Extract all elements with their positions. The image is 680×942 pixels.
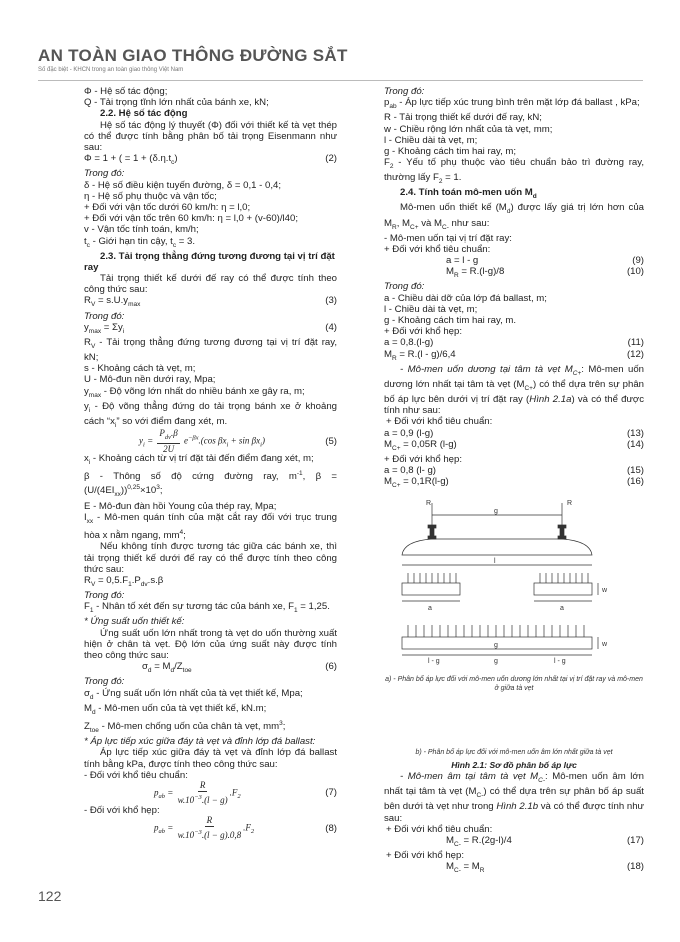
where-label: Trong đó: bbox=[84, 168, 125, 180]
equation-2: Φ = 1 + ( = $1 + (\delta.\eta.t_c)$ (2) bbox=[84, 153, 337, 167]
page-number: 122 bbox=[38, 888, 62, 904]
sleeper-a bbox=[402, 539, 592, 555]
paragraph: - Mô-men âm tại tâm tà vẹt $M_{C-}$: Mô-men uốn âm lớn nhất tại tâm tà vẹt $(M_{C-})$ có thể dựa trên sự phân bố áp suất bên dưới tà vẹt như trong Hình 2.1b và có thể được tính như sau: bbox=[384, 771, 644, 824]
rail-right bbox=[558, 525, 566, 539]
paragraph: Ứng suất uốn lớn nhất trong tà vẹt do uốn thường xuất hiện ở chân tà vẹt. Độ lớn của ứng suất này được tính theo công thức sau: bbox=[84, 627, 337, 662]
text-line: g - Khoảng cách tim hai ray, m. bbox=[384, 315, 517, 326]
equation-17: $M_{C-} = R.(2g-l)/4$ (17) bbox=[446, 835, 644, 848]
where-label: Trong đó: bbox=[384, 281, 425, 293]
figure-caption-b: b) - Phân bổ áp lực đối với mô-men uốn âm lớn nhất giữa tà vẹt bbox=[415, 749, 613, 756]
paragraph: $F_2$ - Yếu tố phụ thuộc vào tiêu chuẩn bảo trì đường ray, thường lấy $F_2 = 1$. bbox=[384, 157, 644, 186]
text-line: + Đối với khổ hẹp: bbox=[384, 453, 463, 465]
subheading: * Ứng suất uốn thiết kế: bbox=[84, 616, 185, 628]
equation-7: $p_{ab}$ = $\frac{R}{w.10^{-3}.(l - g)}$ $.F_2$ (7) bbox=[154, 779, 337, 805]
journal-subtitle: Số đặc biệt - KHCN trong an toàn giao thông Việt Nam bbox=[38, 67, 184, 73]
right-column bbox=[384, 86, 645, 756]
where-label: Trong đó: bbox=[84, 676, 125, 688]
where-label: Trong đó: bbox=[84, 310, 125, 322]
equation-3: $R_V = s.U.y_{max}$ (3) bbox=[84, 295, 337, 309]
label-lg-left: l - g bbox=[428, 658, 440, 666]
text-line: Φ - Hệ số tác động; bbox=[84, 86, 168, 97]
text-line: - Đối với khổ hẹp: bbox=[84, 804, 160, 816]
figure-title: Hình 2.1: Sơ đồ phân bố áp lực bbox=[451, 760, 577, 770]
section-heading: 2.2. Hệ số tác động bbox=[100, 108, 188, 120]
right-column-bottom bbox=[384, 760, 644, 876]
text-line: $M_d$ - Mô-men uốn của tà vẹt thiết kế, kN.m; bbox=[84, 702, 267, 716]
text-line: g - Khoảng cách tim hai ray, m; bbox=[384, 145, 517, 157]
label-w-b: w bbox=[602, 641, 608, 649]
text-line: + Đối với khổ hẹp: bbox=[386, 850, 465, 862]
label-g: g bbox=[494, 508, 498, 516]
figure-2-1-diagram bbox=[384, 495, 644, 700]
equation-4: $y_{max} = \Sigma y_i$ (4) bbox=[84, 321, 337, 335]
equation-11: a = 0,8.(l-g) (11) bbox=[384, 337, 644, 349]
subheading: * Áp lực tiếp xúc giữa đáy tà vẹt và đỉnh lớp đá ballast: bbox=[84, 736, 316, 748]
equation-15: a = 0,8 (l- g) (15) bbox=[384, 465, 644, 477]
text-line: + Đối với khổ tiêu chuẩn: bbox=[384, 243, 491, 255]
paragraph: Mô-men uốn thiết kế $(M_d)$ được lấy giá trị lớn hơn của $M_R$, $M_{C+}$ và $M_{C-}$ như sau: bbox=[384, 202, 644, 231]
equation-6: $\sigma_d = M_d/Z_{toe}$ (6) bbox=[142, 661, 337, 675]
equation-14: $M_{C+} = 0,05R$ (l-g) (14) bbox=[384, 438, 644, 452]
text-line: + Đối với vận tốc dưới 60 km/h: η = l,0; bbox=[84, 201, 251, 213]
text-line: $Z_{toe}$ - Mô-men chống uốn của chân tà vẹt, $mm^3$; bbox=[84, 719, 286, 734]
text-line: + Đối với khổ tiêu chuẩn: bbox=[386, 823, 493, 835]
label-w: w bbox=[602, 587, 608, 595]
label-R-left: R bbox=[426, 500, 432, 508]
text-line: U - Mô-đun nền dưới ray, Mpa; bbox=[84, 374, 216, 386]
paragraph: Tải trọng thiết kế dưới đế ray có thể được tính theo công thức sau: bbox=[84, 273, 337, 296]
text-line: δ - Hệ số điều kiện tuyến đường, δ = 0,1 - 0,4; bbox=[84, 179, 281, 191]
text-line: $x_i$ - Khoảng cách từ vị trí đặt tải đến điểm đang xét, m; bbox=[84, 452, 314, 466]
where-label: Trong đó: bbox=[84, 590, 125, 602]
equation-9: a = l - g (9) bbox=[446, 255, 644, 267]
pressure-block-right bbox=[534, 573, 592, 595]
text-line: E - Mô-đun đàn hồi Young của thép ray, Mpa; bbox=[84, 500, 277, 512]
section-heading: 2.4. Tính toán mô-men uốn $M_d$ bbox=[400, 187, 537, 201]
text-line: R - Tải trọng thiết kế dưới đế ray, kN; bbox=[384, 112, 542, 124]
paragraph: $I_{xx}$ - Mô-men quán tính của mặt cắt ray đối với trục trung hòa x nằm ngang, $mm^4$; bbox=[84, 511, 337, 542]
left-column bbox=[84, 86, 337, 840]
paragraph: Áp lực tiếp xúc giữa đáy tà vẹt và đỉnh lớp đá ballast tính bằng kPa, được tính theo công thức sau: bbox=[84, 747, 337, 770]
equation-10: $M_R = R.(l-g)/8$ (10) bbox=[446, 266, 644, 280]
label-a-left: a bbox=[428, 605, 432, 613]
equation-18: $M_{C-} = M_R$ (18) bbox=[446, 861, 644, 875]
equation-8: $p_{ab}$ = $\frac{R}{w.10^{-3}.(l - g).0,8}$ $.F_2$ (8) bbox=[154, 814, 337, 841]
equation-12: $M_R = R.(l - g)/6,4$ (12) bbox=[384, 348, 644, 362]
rail-left bbox=[428, 525, 436, 539]
text-line: - Mô-men uốn tại vị trí đặt ray: bbox=[384, 232, 512, 244]
text-line: + Đối với khổ hẹp: bbox=[384, 326, 463, 338]
running-header bbox=[38, 46, 348, 73]
equation-5: $y_i$ = $\frac{P_{dv}.\beta}{2U}$ $e^{-\beta x}.(\cos$ $\beta x_i + \sin \beta x_i$) (5) bbox=[139, 428, 337, 455]
header-rule bbox=[38, 80, 643, 81]
figure-caption-a: a) - Phân bổ áp lực đối với mô-men uốn dương lớn nhất tại vị trí đặt ray và mô-men ở giữa tà vẹt bbox=[385, 676, 643, 692]
paragraph: β - Thông số độ cứng đường ray, $m^{-1}$, $\beta = (U/(4EI_{xx}))^{0,25}\times 10^3$; bbox=[84, 470, 337, 499]
where-label: Trong đó: bbox=[384, 86, 425, 97]
text-line: Q - Tải trọng tĩnh lớn nhất của bánh xe, kN; bbox=[84, 97, 269, 109]
text-line: $\sigma_d$ - Ứng suất uốn lớn nhất của tà vẹt thiết kế, Mpa; bbox=[84, 687, 303, 701]
label-R-right: R bbox=[567, 500, 573, 508]
text-line: v - Vận tốc tính toán, km/h; bbox=[84, 224, 199, 236]
paragraph: $R_V$ - Tải trọng thẳng đứng tương đương tại vị trí đặt ray, kN; bbox=[84, 336, 337, 363]
section-heading: 2.3. Tải trọng thẳng đứng tương đương tại vị trí đặt ray bbox=[84, 250, 335, 273]
equation-13: a = 0,9 (l-g) (13) bbox=[384, 427, 644, 439]
equation-rv: $R_V = 0,5.F_1.P_{dv}.s.\beta$ bbox=[84, 575, 164, 588]
text-line: $F_1$ - Nhân tố xét đến sự tương tác của bánh xe, $F_1 = 1,25$. bbox=[84, 601, 330, 615]
text-line: $y_{max}$ - Độ võng lớn nhất do nhiều bánh xe gây ra, m; bbox=[84, 385, 305, 399]
paragraph: - Mô-men uốn dương tại tâm tà vẹt $M_{C+}$: Mô-men uốn dương lớn nhất tại tâm tà vẹt $(M_{C+})$ có thể dựa trên sự phân bố áp lực bên dưới vị trí đặt ray (Hình 2.1a) và có thể được tính như sau: bbox=[384, 363, 645, 417]
text-line: $t_c$ - Giới hạn tin cậy, $t_c = 3$. bbox=[84, 235, 196, 249]
text-line: a - Chiều dài dỡ của lớp đá ballast, m; bbox=[384, 292, 547, 304]
pressure-arrows-b bbox=[408, 625, 584, 637]
paragraph: Hệ số tác động lý thuyết (Φ) đối với thiết kế tà vẹt thép có thể được tính bằng phân bố tải trọng Eisenmann như sau: bbox=[84, 119, 337, 154]
text-line: η - Hệ số phụ thuộc và vận tốc; bbox=[84, 190, 217, 202]
label-l: l bbox=[494, 558, 496, 566]
label-g-b: g bbox=[494, 642, 498, 650]
journal-title: AN TOÀN GIAO THÔNG ĐƯỜNG SẮT bbox=[38, 46, 348, 65]
text-line: s - Khoảng cách tà vẹt, m; bbox=[84, 363, 196, 375]
equation-16: $M_{C+} = 0,1R(l-g)$ (16) bbox=[384, 476, 644, 490]
label-lg-right: l - g bbox=[554, 658, 566, 666]
text-line: w - Chiều rộng lớn nhất của tà vẹt, mm; bbox=[384, 123, 553, 135]
paragraph: $y_i$ - Độ võng thẳng đứng do tải trọng bánh xe ở khoảng cách “$x_i$” so với điểm đang xét, m. bbox=[84, 400, 337, 429]
text-line: + Đối với khổ tiêu chuẩn: bbox=[386, 416, 493, 428]
text-line: + Đối với vận tốc trên 60 km/h: η = l,0 + (v-60)/l40; bbox=[84, 213, 298, 225]
paragraph: $p_{ab}$ - Áp lực tiếp xúc trung bình trên mặt lớp đá ballast , kPa; bbox=[384, 97, 640, 111]
label-g-mid: g bbox=[494, 658, 498, 666]
text-line: - Đối với khổ tiêu chuẩn: bbox=[84, 769, 188, 781]
pressure-block-left bbox=[402, 573, 460, 595]
label-a-right: a bbox=[560, 605, 564, 613]
text-line: l - Chiều dài tà vẹt, m; bbox=[384, 134, 478, 146]
paragraph: Nếu không tính được tương tác giữa các bánh xe, thì tải trọng thiết kế dưới đế ray có thể được tính theo công thức sau: bbox=[84, 541, 337, 575]
text-line: l - Chiều dài tà vẹt, m; bbox=[384, 303, 478, 315]
